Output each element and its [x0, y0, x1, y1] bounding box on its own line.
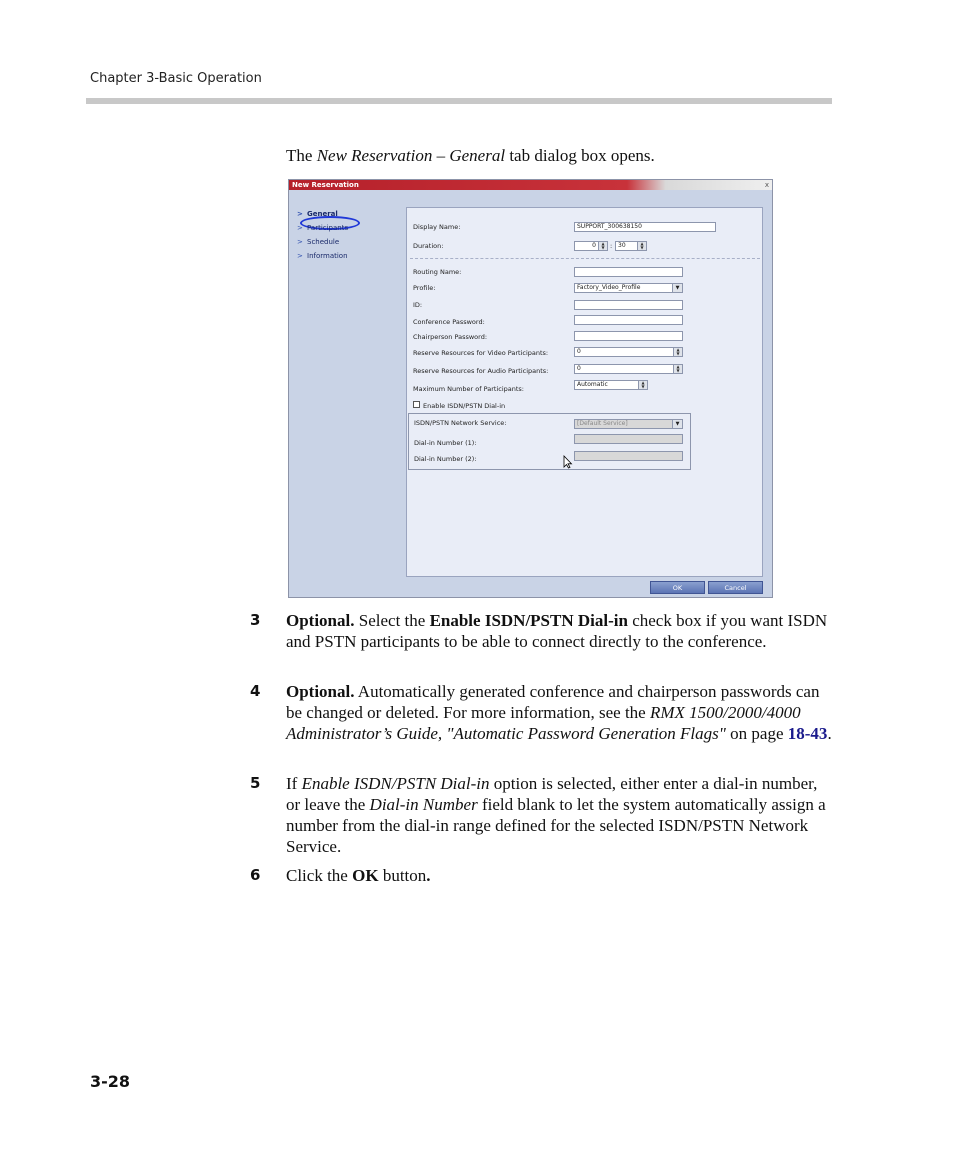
duration-hours-field[interactable]: 0 ▲ ▼ — [574, 241, 608, 251]
chevron-right-icon: > — [297, 224, 303, 232]
nav-item-information[interactable]: > Information — [297, 252, 348, 260]
isdn-group — [408, 413, 691, 470]
chevron-right-icon: > — [297, 210, 303, 218]
dialin2-label: Dial-in Number (2): — [414, 455, 477, 463]
max-participants-field[interactable]: Automatic ▲ ▼ — [574, 380, 648, 390]
duration-minutes-field[interactable]: 30 ▲ ▼ — [615, 241, 647, 251]
page-link[interactable]: 18-43 — [787, 724, 828, 743]
chairperson-password-label: Chairperson Password: — [413, 333, 488, 341]
spinner-icon[interactable]: ▲ ▼ — [598, 242, 607, 250]
spinner-icon[interactable]: ▲ ▼ — [673, 365, 682, 373]
step-5: 5 If Enable ISDN/PSTN Dial-in option is selected, either enter a dial-in number, or leave the Dial-in Number field blank to let the system automatically assign a number from the dial-in range defined for the selected ISDN/PSTN Network Service. — [250, 774, 826, 856]
step-number: 3 — [250, 611, 261, 629]
max-participants-label: Maximum Number of Participants: — [413, 385, 524, 393]
chevron-right-icon: > — [297, 252, 303, 260]
step-6: 6 Click the OK button. — [250, 866, 431, 885]
general-panel — [406, 207, 763, 577]
chapter-header: Chapter 3-Basic Operation — [90, 71, 262, 86]
step-number: 5 — [250, 774, 261, 792]
video-resources-label: Reserve Resources for Video Participants: — [413, 349, 549, 357]
profile-select[interactable]: Factory_Video_Profile ▼ — [574, 283, 683, 293]
audio-resources-field[interactable]: 0 ▲ ▼ — [574, 364, 683, 374]
spinner-icon[interactable]: ▲ ▼ — [673, 348, 682, 356]
new-reservation-dialog — [288, 179, 773, 598]
dashed-separator — [410, 258, 760, 259]
close-icon[interactable]: x — [764, 181, 769, 189]
dialin1-field[interactable] — [574, 434, 683, 444]
isdn-service-select[interactable]: [Default Service] ▼ — [574, 419, 683, 429]
display-name-label: Display Name: — [413, 223, 461, 231]
display-name-field[interactable]: SUPPORT_300638150 — [574, 222, 716, 232]
routing-name-label: Routing Name: — [413, 268, 462, 276]
conference-password-field[interactable] — [574, 315, 683, 325]
chairperson-password-field[interactable] — [574, 331, 683, 341]
spinner-icon[interactable]: ▲ ▼ — [638, 381, 647, 389]
dialin1-label: Dial-in Number (1): — [414, 439, 477, 447]
header-rule — [86, 98, 832, 104]
ok-button[interactable]: OK — [650, 581, 705, 594]
dialin2-field[interactable] — [574, 451, 683, 461]
step-number: 6 — [250, 866, 261, 884]
enable-isdn-label: Enable ISDN/PSTN Dial-in — [423, 402, 506, 410]
step-4: 4 Optional. Automatically generated conference and chairperson passwords can be changed or deleted. For more information, see the RMX 1500/2000/4000 Administrator’s Guide, "Automatic Password Generation Flags" on page 18-43. — [250, 682, 832, 743]
dialog-title: New Reservation — [292, 181, 359, 189]
mouse-cursor-icon — [563, 455, 573, 469]
duration-separator: : — [610, 242, 613, 250]
routing-name-field[interactable] — [574, 267, 683, 277]
step-number: 4 — [250, 682, 261, 700]
chevron-down-icon[interactable]: ▼ — [672, 420, 682, 428]
cancel-button[interactable]: Cancel — [708, 581, 763, 594]
nav-item-schedule[interactable]: > Schedule — [297, 238, 340, 246]
conference-password-label: Conference Password: — [413, 318, 485, 326]
enable-isdn-checkbox[interactable] — [413, 401, 420, 408]
audio-resources-label: Reserve Resources for Audio Participants: — [413, 367, 549, 375]
intro-paragraph: The New Reservation – General tab dialog box opens. — [286, 146, 655, 165]
chevron-right-icon: > — [297, 238, 303, 246]
step-3: 3 Optional. Select the Enable ISDN/PSTN Dial-in check box if you want ISDN and PSTN participants to be able to connect directly to the conference. — [250, 611, 828, 651]
dialog-nav — [289, 190, 405, 599]
isdn-service-label: ISDN/PSTN Network Service: — [414, 419, 507, 427]
chevron-down-icon[interactable]: ▼ — [672, 284, 682, 292]
duration-label: Duration: — [413, 242, 444, 250]
nav-item-general[interactable]: > General — [297, 210, 338, 218]
spinner-icon[interactable]: ▲ ▼ — [637, 242, 646, 250]
id-label: ID: — [413, 301, 423, 309]
video-resources-field[interactable]: 0 ▲ ▼ — [574, 347, 683, 357]
id-field[interactable] — [574, 300, 683, 310]
page-number: 3-28 — [90, 1072, 131, 1091]
nav-item-participants[interactable]: > Participants — [297, 224, 349, 232]
profile-label: Profile: — [413, 284, 436, 292]
dialog-title-bar — [289, 180, 772, 190]
